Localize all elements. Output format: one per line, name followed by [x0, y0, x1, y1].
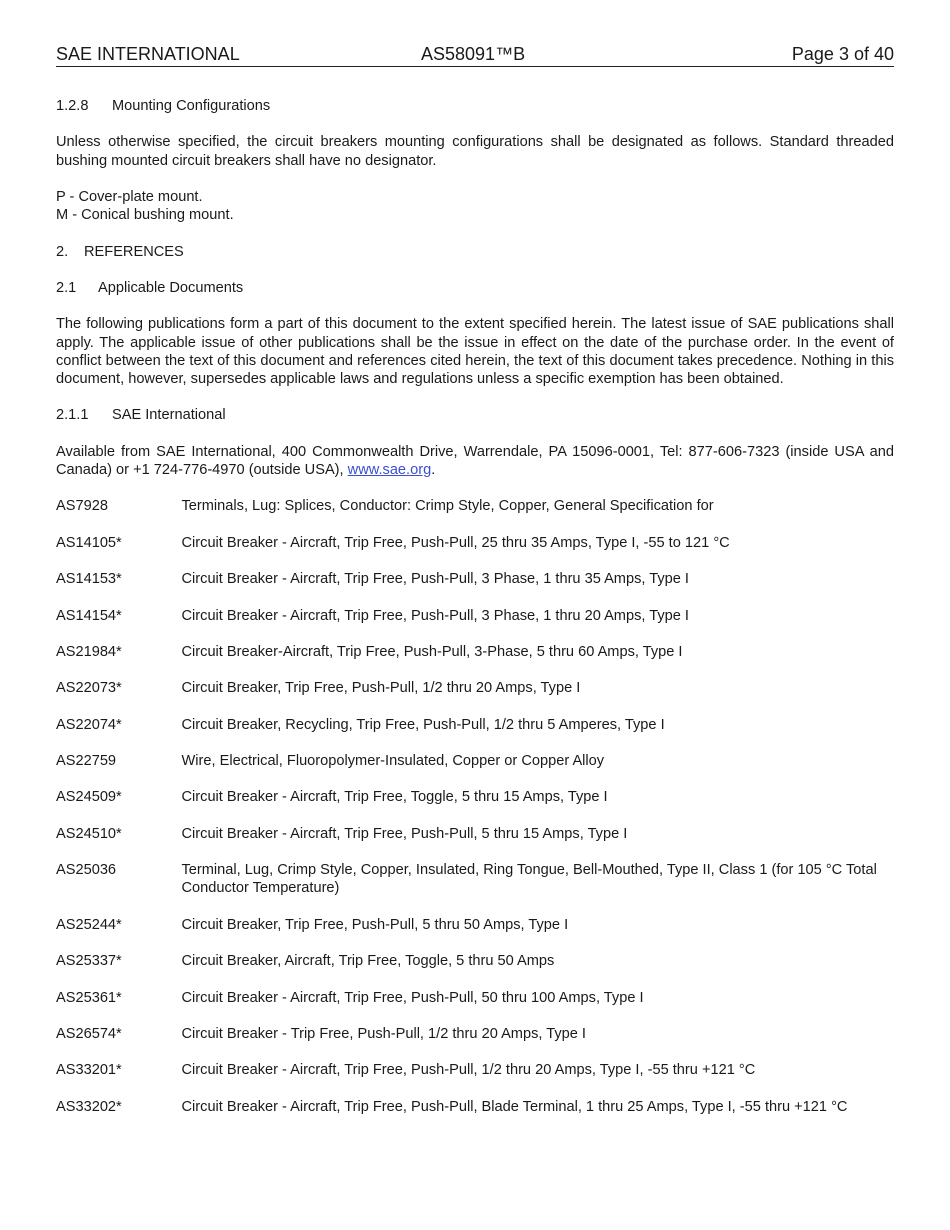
reference-title: Circuit Breaker - Aircraft, Trip Free, Push-Pull, Blade Terminal, 1 thru 25 Amps, Type I, -55 thru +121 °C	[181, 1098, 848, 1115]
applicable-documents-paragraph: The following publications form a part of this document to the extent specified herein. The latest issue of SAE publications shall apply. The applicable issue of other publications shall be the issue in effect on the date of the purchase order. In the event of conflict between the text of this document and references cited herein, the text of this document takes precedence. Nothing in this document, however, supersedes applicable laws and regulations unless a specific exemption has been obtained.	[56, 316, 894, 387]
section-title: REFERENCES	[84, 243, 184, 260]
mounting-item-m: M - Conical bushing mount.	[56, 207, 234, 224]
reference-title: Circuit Breaker - Aircraft, Trip Free, Push-Pull, 1/2 thru 20 Amps, Type I, -55 thru +121 °C	[181, 1062, 756, 1079]
reference-id: AS33201*	[56, 1062, 122, 1079]
reference-row	[56, 643, 894, 661]
reference-title: Terminal, Lug, Crimp Style, Copper, Insulated, Ring Tongue, Bell-Mouthed, Type II, Class 1 (for 105 °C Total Conductor Temperature)	[181, 862, 877, 897]
reference-id: AS25036	[56, 862, 117, 879]
reference-id: AS14153*	[56, 571, 122, 588]
reference-id: AS22759	[56, 753, 117, 770]
section-number: 2.	[56, 243, 69, 260]
header-page-number: Page 3 of 40	[791, 44, 894, 64]
reference-row	[56, 752, 894, 770]
reference-id: AS21984*	[56, 643, 122, 660]
reference-id: AS22074*	[56, 716, 122, 733]
reference-row	[56, 916, 894, 934]
reference-title: Circuit Breaker - Trip Free, Push-Pull, 1/2 thru 20 Amps, Type I	[181, 1026, 586, 1043]
header-org: SAE INTERNATIONAL	[56, 44, 240, 64]
reference-row	[56, 1098, 894, 1116]
section-title: Applicable Documents	[98, 279, 244, 296]
availability-text: Available from SAE International, 400 Commonwealth Drive, Warrendale, PA 15096-0001, Tel: 877-606-7323 (inside USA and Canada) or +1 724-776-4970 (outside USA),	[56, 443, 894, 478]
reference-title: Circuit Breaker, Recycling, Trip Free, Push-Pull, 1/2 thru 5 Amperes, Type I	[181, 716, 665, 733]
reference-row	[56, 570, 894, 588]
reference-id: AS22073*	[56, 680, 122, 697]
reference-id: AS25337*	[56, 953, 122, 970]
reference-row	[56, 788, 894, 806]
mounting-item-p: P - Cover-plate mount.	[56, 188, 203, 205]
reference-title: Circuit Breaker - Aircraft, Trip Free, Push-Pull, 5 thru 15 Amps, Type I	[181, 825, 628, 842]
reference-id: AS7928	[56, 498, 108, 515]
section-number: 1.2.8	[56, 98, 89, 114]
section-2-1-1-heading	[56, 406, 894, 424]
reference-id: AS25244*	[56, 916, 122, 933]
reference-id: AS26574*	[56, 1026, 122, 1043]
page-content	[56, 97, 894, 1116]
page-header	[56, 44, 894, 67]
reference-list	[56, 497, 894, 1116]
reference-title: Circuit Breaker, Aircraft, Trip Free, Toggle, 5 thru 50 Amps	[181, 953, 555, 970]
reference-row	[56, 607, 894, 625]
header-doc-number: AS58091™B	[421, 44, 526, 64]
reference-title: Circuit Breaker, Trip Free, Push-Pull, 5 thru 50 Amps, Type I	[181, 916, 569, 933]
reference-title: Circuit Breaker - Aircraft, Trip Free, Toggle, 5 thru 15 Amps, Type I	[181, 789, 608, 806]
reference-row	[56, 1061, 894, 1079]
reference-row	[56, 497, 894, 515]
reference-id: AS33202*	[56, 1098, 122, 1115]
reference-row	[56, 989, 894, 1007]
reference-id: AS14154*	[56, 607, 122, 624]
section-1-2-8-heading	[56, 97, 894, 115]
reference-row	[56, 952, 894, 970]
availability-paragraph	[56, 443, 894, 479]
reference-row	[56, 534, 894, 552]
reference-row	[56, 861, 894, 897]
section-title: SAE International	[112, 407, 226, 424]
mounting-paragraph: Unless otherwise specified, the circuit breakers mounting configurations shall be designated as follows. Standard threaded bushing mounted circuit breakers shall have no designator.	[56, 134, 894, 169]
reference-id: AS14105*	[56, 534, 122, 551]
availability-period: .	[431, 461, 436, 478]
reference-title: Circuit Breaker - Aircraft, Trip Free, Push-Pull, 3 Phase, 1 thru 35 Amps, Type I	[181, 571, 689, 588]
reference-title: Circuit Breaker - Aircraft, Trip Free, Push-Pull, 50 thru 100 Amps, Type I	[181, 989, 644, 1006]
reference-title: Wire, Electrical, Fluoropolymer-Insulated, Copper or Copper Alloy	[181, 753, 605, 770]
reference-row	[56, 716, 894, 734]
reference-id: AS24510*	[56, 825, 122, 842]
reference-title: Circuit Breaker, Trip Free, Push-Pull, 1/2 thru 20 Amps, Type I	[181, 680, 581, 697]
reference-row	[56, 679, 894, 697]
sae-website-link[interactable]: www.sae.org	[347, 461, 432, 478]
reference-title: Terminals, Lug: Splices, Conductor: Crimp Style, Copper, General Specification for	[181, 498, 714, 515]
reference-id: AS24509*	[56, 789, 122, 806]
section-number: 2.1.1	[56, 407, 89, 424]
section-2-1-heading	[56, 279, 894, 297]
section-title: Mounting Configurations	[112, 98, 271, 114]
reference-title: Circuit Breaker-Aircraft, Trip Free, Push-Pull, 3-Phase, 5 thru 60 Amps, Type I	[181, 643, 683, 660]
reference-id: AS25361*	[56, 989, 122, 1006]
section-2-heading	[56, 243, 894, 261]
section-number: 2.1	[56, 279, 77, 296]
reference-title: Circuit Breaker - Aircraft, Trip Free, Push-Pull, 25 thru 35 Amps, Type I, -55 to 121 °C	[181, 534, 730, 551]
reference-title: Circuit Breaker - Aircraft, Trip Free, Push-Pull, 3 Phase, 1 thru 20 Amps, Type I	[181, 607, 689, 624]
reference-row	[56, 1025, 894, 1043]
reference-row	[56, 825, 894, 843]
